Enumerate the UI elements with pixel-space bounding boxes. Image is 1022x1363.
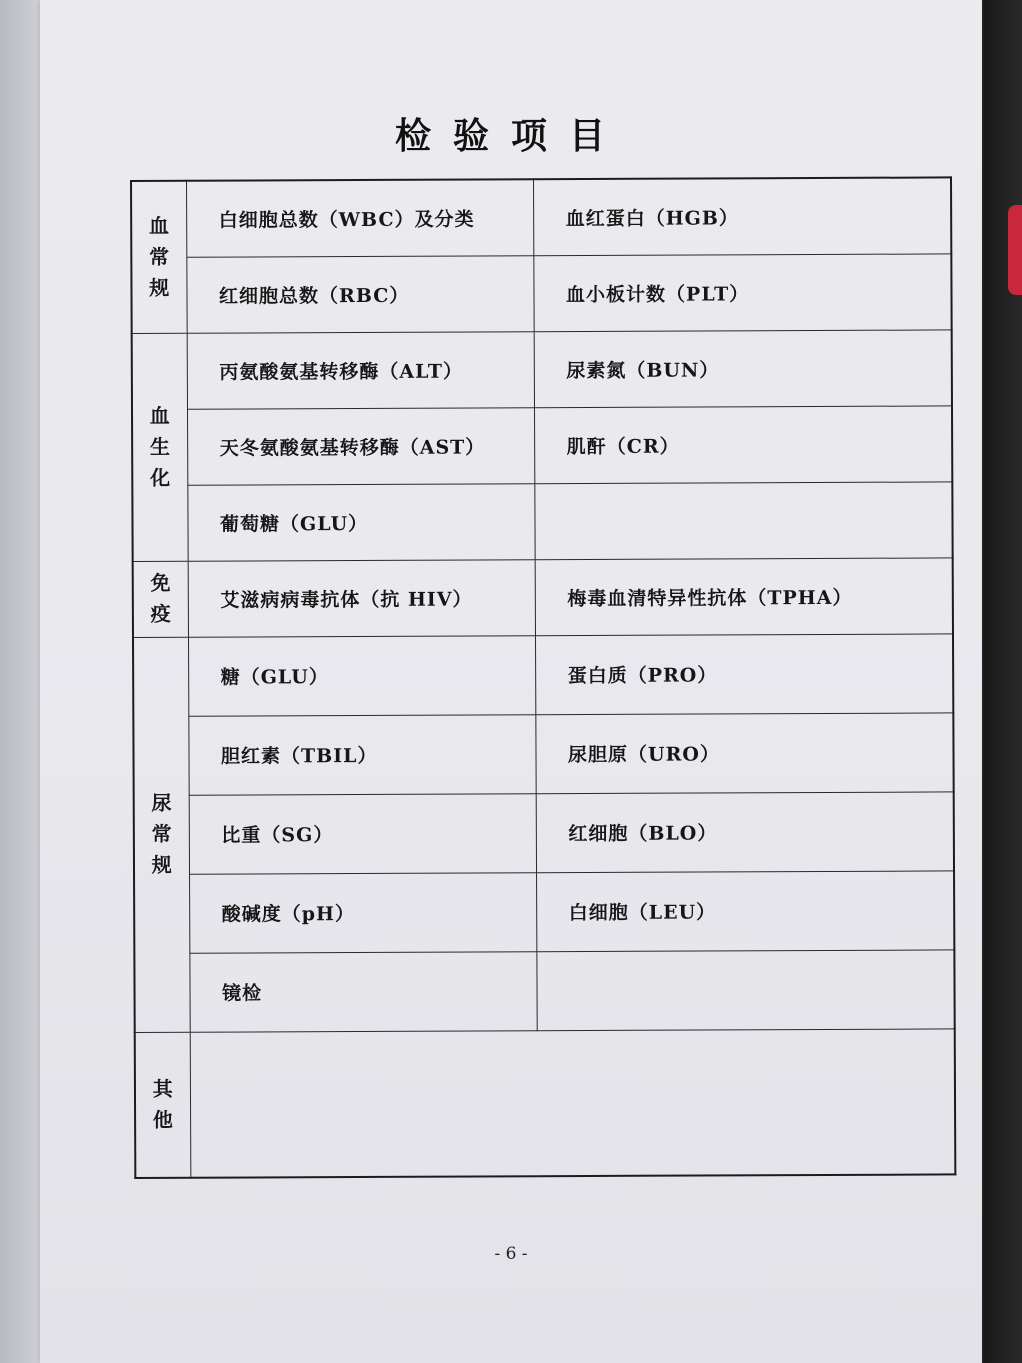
test-item-cell: 镜检 xyxy=(189,951,536,1032)
table-row xyxy=(134,791,954,874)
category-cell xyxy=(135,1032,191,1178)
test-items-body xyxy=(131,177,955,1178)
table-row xyxy=(131,253,951,333)
test-item-cell: 红细胞（BLO） xyxy=(536,791,954,872)
background-object xyxy=(1008,205,1022,295)
table-row xyxy=(134,870,954,953)
test-item-cell: 白细胞（LEU） xyxy=(536,870,954,951)
test-item-cell: 肌酐（CR） xyxy=(534,405,952,483)
table-row xyxy=(131,177,951,257)
category-label: 血常规 xyxy=(148,213,170,300)
test-item-cell: 丙氨酸氨基转移酶（ALT） xyxy=(187,331,534,409)
table-row xyxy=(135,1028,956,1178)
test-item-cell: 比重（SG） xyxy=(189,793,536,874)
category-cell xyxy=(133,637,190,1032)
table-row xyxy=(132,329,952,409)
test-items-table xyxy=(130,176,956,1179)
test-item-cell xyxy=(536,949,954,1030)
test-items-table-wrapper xyxy=(130,176,954,1174)
test-item-cell xyxy=(534,481,952,559)
test-item-cell: 酸碱度（pH） xyxy=(189,872,536,953)
category-label: 免疫 xyxy=(150,570,171,626)
table-row xyxy=(133,712,953,795)
category-label: 血生化 xyxy=(149,403,171,490)
test-item-cell: 梅毒血清特异性抗体（TPHA） xyxy=(535,557,953,635)
category-cell xyxy=(133,561,188,637)
test-item-cell: 血红蛋白（HGB） xyxy=(533,177,951,255)
test-item-cell xyxy=(190,1028,956,1177)
category-cell xyxy=(131,181,187,333)
table-row xyxy=(132,481,952,561)
table-row xyxy=(134,949,954,1032)
table-row xyxy=(132,405,952,485)
test-item-cell: 血小板计数（PLT） xyxy=(533,253,951,331)
test-item-cell: 艾滋病病毒抗体（抗 HIV） xyxy=(188,559,535,637)
test-item-cell: 天冬氨酸氨基转移酶（AST） xyxy=(187,407,534,485)
page-number: - 6 - xyxy=(494,1244,528,1264)
category-label: 其他 xyxy=(152,1076,173,1132)
table-row xyxy=(133,557,953,637)
test-item-cell: 白细胞总数（WBC）及分类 xyxy=(186,179,533,257)
test-item-cell: 尿素氮（BUN） xyxy=(534,329,952,407)
document-page xyxy=(40,0,982,1363)
category-cell xyxy=(132,333,188,561)
table-row xyxy=(133,633,953,716)
test-item-cell: 蛋白质（PRO） xyxy=(535,633,953,714)
test-item-cell: 尿胆原（URO） xyxy=(535,712,953,793)
page-title: 检验项目 xyxy=(394,115,627,157)
test-item-cell: 糖（GLU） xyxy=(188,635,535,716)
test-item-cell: 胆红素（TBIL） xyxy=(188,714,535,795)
category-label: 尿常规 xyxy=(151,790,172,877)
test-item-cell: 红细胞总数（RBC） xyxy=(186,255,533,333)
test-item-cell: 葡萄糖（GLU） xyxy=(187,483,534,561)
